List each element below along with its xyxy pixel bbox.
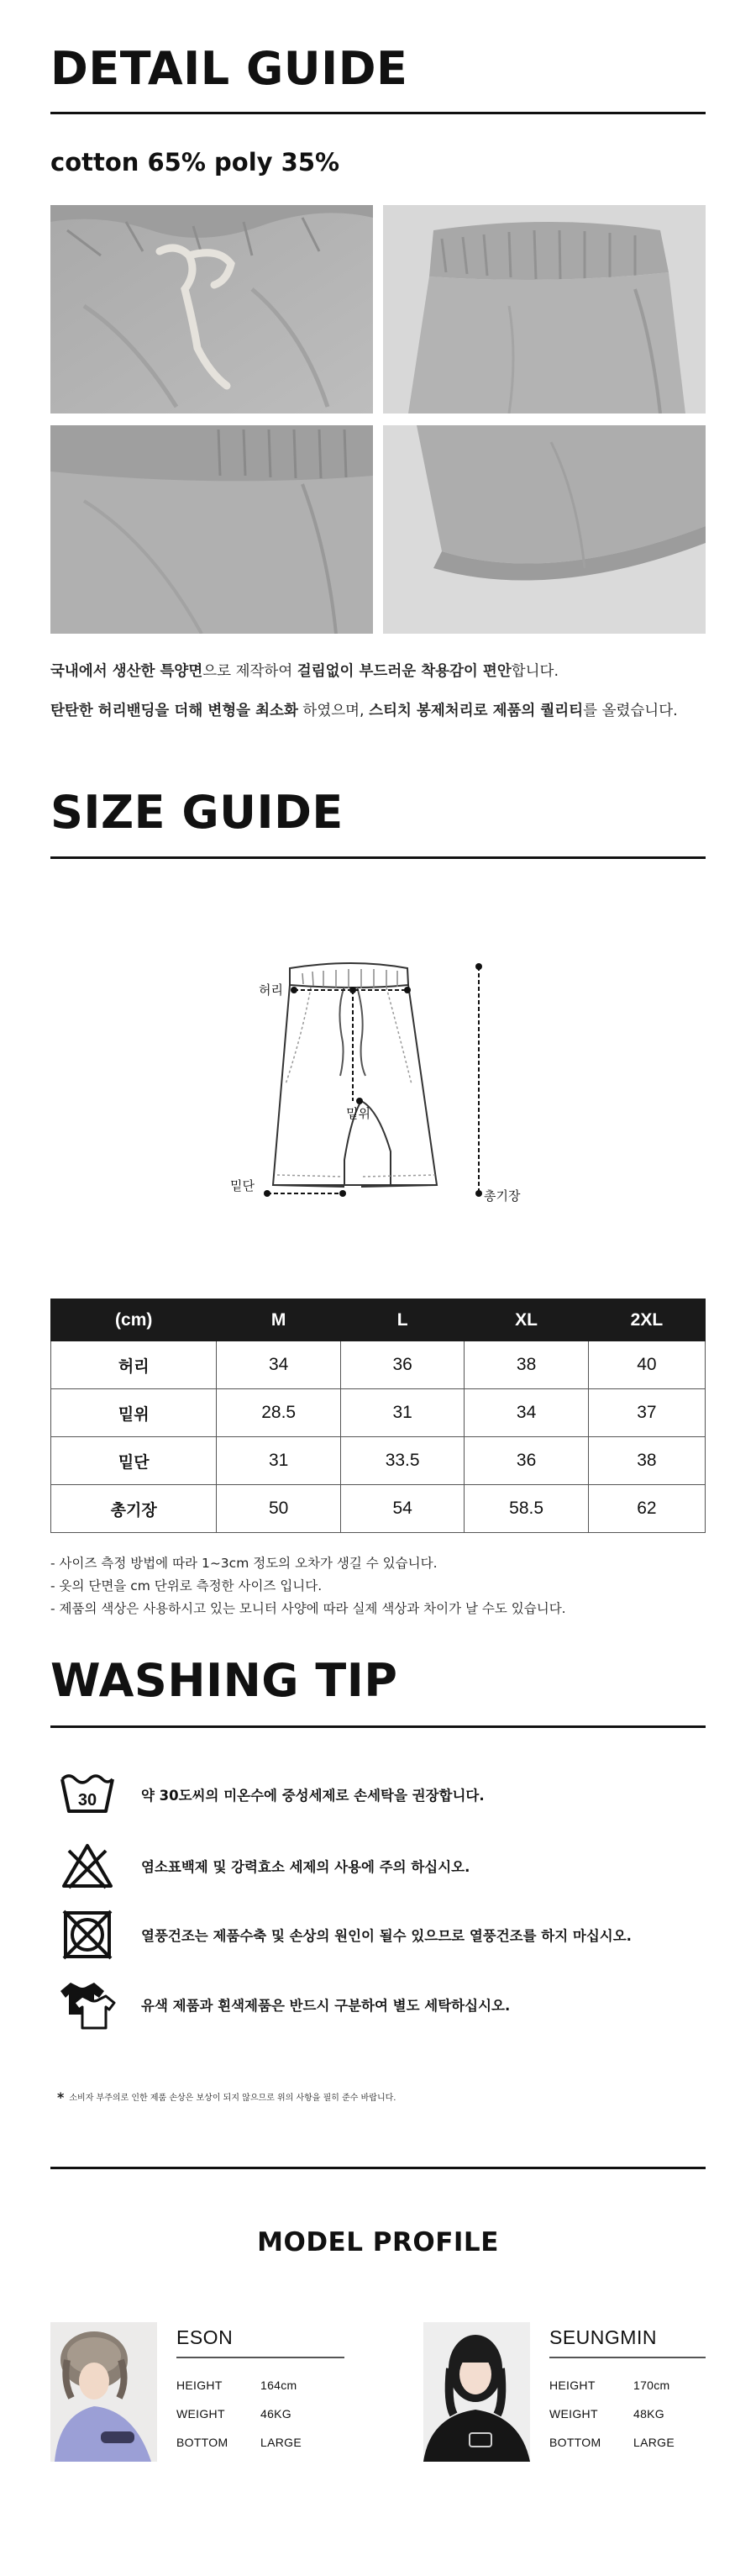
no-tumble-dry-icon xyxy=(57,1908,118,1962)
detail-guide-rule xyxy=(50,112,706,114)
model-stat-value: 46KG xyxy=(260,2407,291,2421)
model-profile-rule xyxy=(50,2167,706,2169)
model-photo-seungmin xyxy=(423,2322,530,2462)
table-cell: 36 xyxy=(465,1437,588,1485)
table-cell: 62 xyxy=(588,1485,705,1533)
header-size: 2XL xyxy=(588,1299,705,1341)
table-cell: 54 xyxy=(340,1485,464,1533)
table-row xyxy=(51,1389,706,1437)
footnote-text: 소비자 부주의로 인한 제품 손상은 보상이 되지 않으므로 위의 사항을 필히 준수 바랍니다. xyxy=(69,2094,396,2103)
wash-text: 열풍건조는 제품수축 및 손상의 원인이 될수 있으므로 열풍건조를 하지 마십시오. xyxy=(141,1928,632,1944)
table-cell: 31 xyxy=(217,1437,340,1485)
diagram-label-hem: 밑단 xyxy=(230,1178,255,1193)
size-guide-rule xyxy=(50,856,706,859)
model-stat-label: WEIGHT xyxy=(176,2407,225,2421)
model-stat-label: BOTTOM xyxy=(176,2436,228,2449)
model-stat-label: WEIGHT xyxy=(549,2407,598,2421)
table-cell: 37 xyxy=(588,1389,705,1437)
detail-guide-title: DETAIL GUIDE xyxy=(50,42,408,95)
model-profile-title: MODEL PROFILE xyxy=(257,2227,499,2257)
material-composition: cotton 65% poly 35% xyxy=(50,148,340,176)
wash-text: 약 30도씨의 미온수에 중성세제로 손세탁을 권장합니다. xyxy=(141,1788,485,1804)
model-name-rule xyxy=(549,2357,706,2358)
size-table-header xyxy=(51,1299,706,1341)
wash-text: 염소표백제 및 강력효소 세제의 사용에 주의 하십시오. xyxy=(141,1859,470,1875)
model-name: ESON xyxy=(176,2326,234,2348)
model-name: SEUNGMIN xyxy=(549,2326,657,2348)
model-stat-value: LARGE xyxy=(260,2436,302,2449)
detail-photo-hem xyxy=(383,425,706,634)
size-note: - 사이즈 측정 방법에 따라 1~3cm 정도의 오차가 생길 수 있습니다. xyxy=(50,1556,438,1571)
header-unit: (cm) xyxy=(51,1299,217,1341)
detail-description-1: 국내에서 생산한 특양면으로 제작하여 걸림없이 부드러운 착용감이 편안합니다. xyxy=(50,663,559,680)
table-cell: 31 xyxy=(340,1389,464,1437)
diagram-label-length: 총기장 xyxy=(484,1188,521,1204)
row-label: 총기장 xyxy=(51,1485,217,1533)
model-stat-value: 164cm xyxy=(260,2378,297,2392)
size-guide-title: SIZE GUIDE xyxy=(50,786,344,839)
table-cell: 28.5 xyxy=(217,1389,340,1437)
header-size: L xyxy=(340,1299,464,1341)
table-cell: 34 xyxy=(465,1389,588,1437)
table-row xyxy=(51,1437,706,1485)
table-cell: 38 xyxy=(588,1437,705,1485)
size-table xyxy=(50,1299,706,1533)
detail-description-2: 탄탄한 허리밴딩을 더해 변형을 최소화 하였으며, 스티치 봉제처리로 제품의 퀄리티를 올렸습니다. xyxy=(50,703,678,719)
table-row xyxy=(51,1485,706,1533)
model-stat-label: HEIGHT xyxy=(549,2378,596,2392)
footnote-star: * xyxy=(57,2089,65,2105)
size-note: - 제품의 색상은 사용하시고 있는 모니터 사양에 따라 실제 색상과 차이가 날 수도 있습니다. xyxy=(50,1601,566,1616)
diagram-label-rise: 밑위 xyxy=(346,1106,370,1121)
row-label: 허리 xyxy=(51,1341,217,1389)
diagram-label-waist: 허리 xyxy=(259,982,283,998)
table-cell: 40 xyxy=(588,1341,705,1389)
model-stat-value: LARGE xyxy=(633,2436,675,2449)
size-diagram xyxy=(218,950,538,1219)
svg-text:30: 30 xyxy=(77,1791,97,1810)
model-stat-label: BOTTOM xyxy=(549,2436,601,2449)
header-size: M xyxy=(217,1299,340,1341)
washing-tip-rule xyxy=(50,1725,706,1728)
model-name-rule xyxy=(176,2357,344,2358)
washing-tip-title: WASHING TIP xyxy=(50,1654,398,1707)
table-cell: 33.5 xyxy=(340,1437,464,1485)
model-stat-label: HEIGHT xyxy=(176,2378,223,2392)
separate-colors-icon xyxy=(57,1978,118,2031)
table-cell: 38 xyxy=(465,1341,588,1389)
detail-photo-drawstring xyxy=(50,205,373,414)
washing-footnote xyxy=(57,2089,396,2105)
table-cell: 36 xyxy=(340,1341,464,1389)
row-label: 밑단 xyxy=(51,1437,217,1485)
model-stat-value: 48KG xyxy=(633,2407,664,2421)
table-cell: 58.5 xyxy=(465,1485,588,1533)
size-note: - 옷의 단면을 cm 단위로 측정한 사이즈 입니다. xyxy=(50,1578,323,1594)
table-row xyxy=(51,1341,706,1389)
model-photo-eson xyxy=(50,2322,157,2462)
model-stat-value: 170cm xyxy=(633,2378,670,2392)
wash-30-icon xyxy=(57,1767,118,1821)
row-label: 밑위 xyxy=(51,1389,217,1437)
table-cell: 34 xyxy=(217,1341,340,1389)
table-cell: 50 xyxy=(217,1485,340,1533)
no-bleach-icon xyxy=(57,1839,118,1893)
header-size: XL xyxy=(465,1299,588,1341)
detail-photo-pocket xyxy=(50,425,373,634)
detail-photo-waistband xyxy=(383,205,706,414)
wash-text: 유색 제품과 흰색제품은 반드시 구분하여 별도 세탁하십시오. xyxy=(141,1998,511,2014)
